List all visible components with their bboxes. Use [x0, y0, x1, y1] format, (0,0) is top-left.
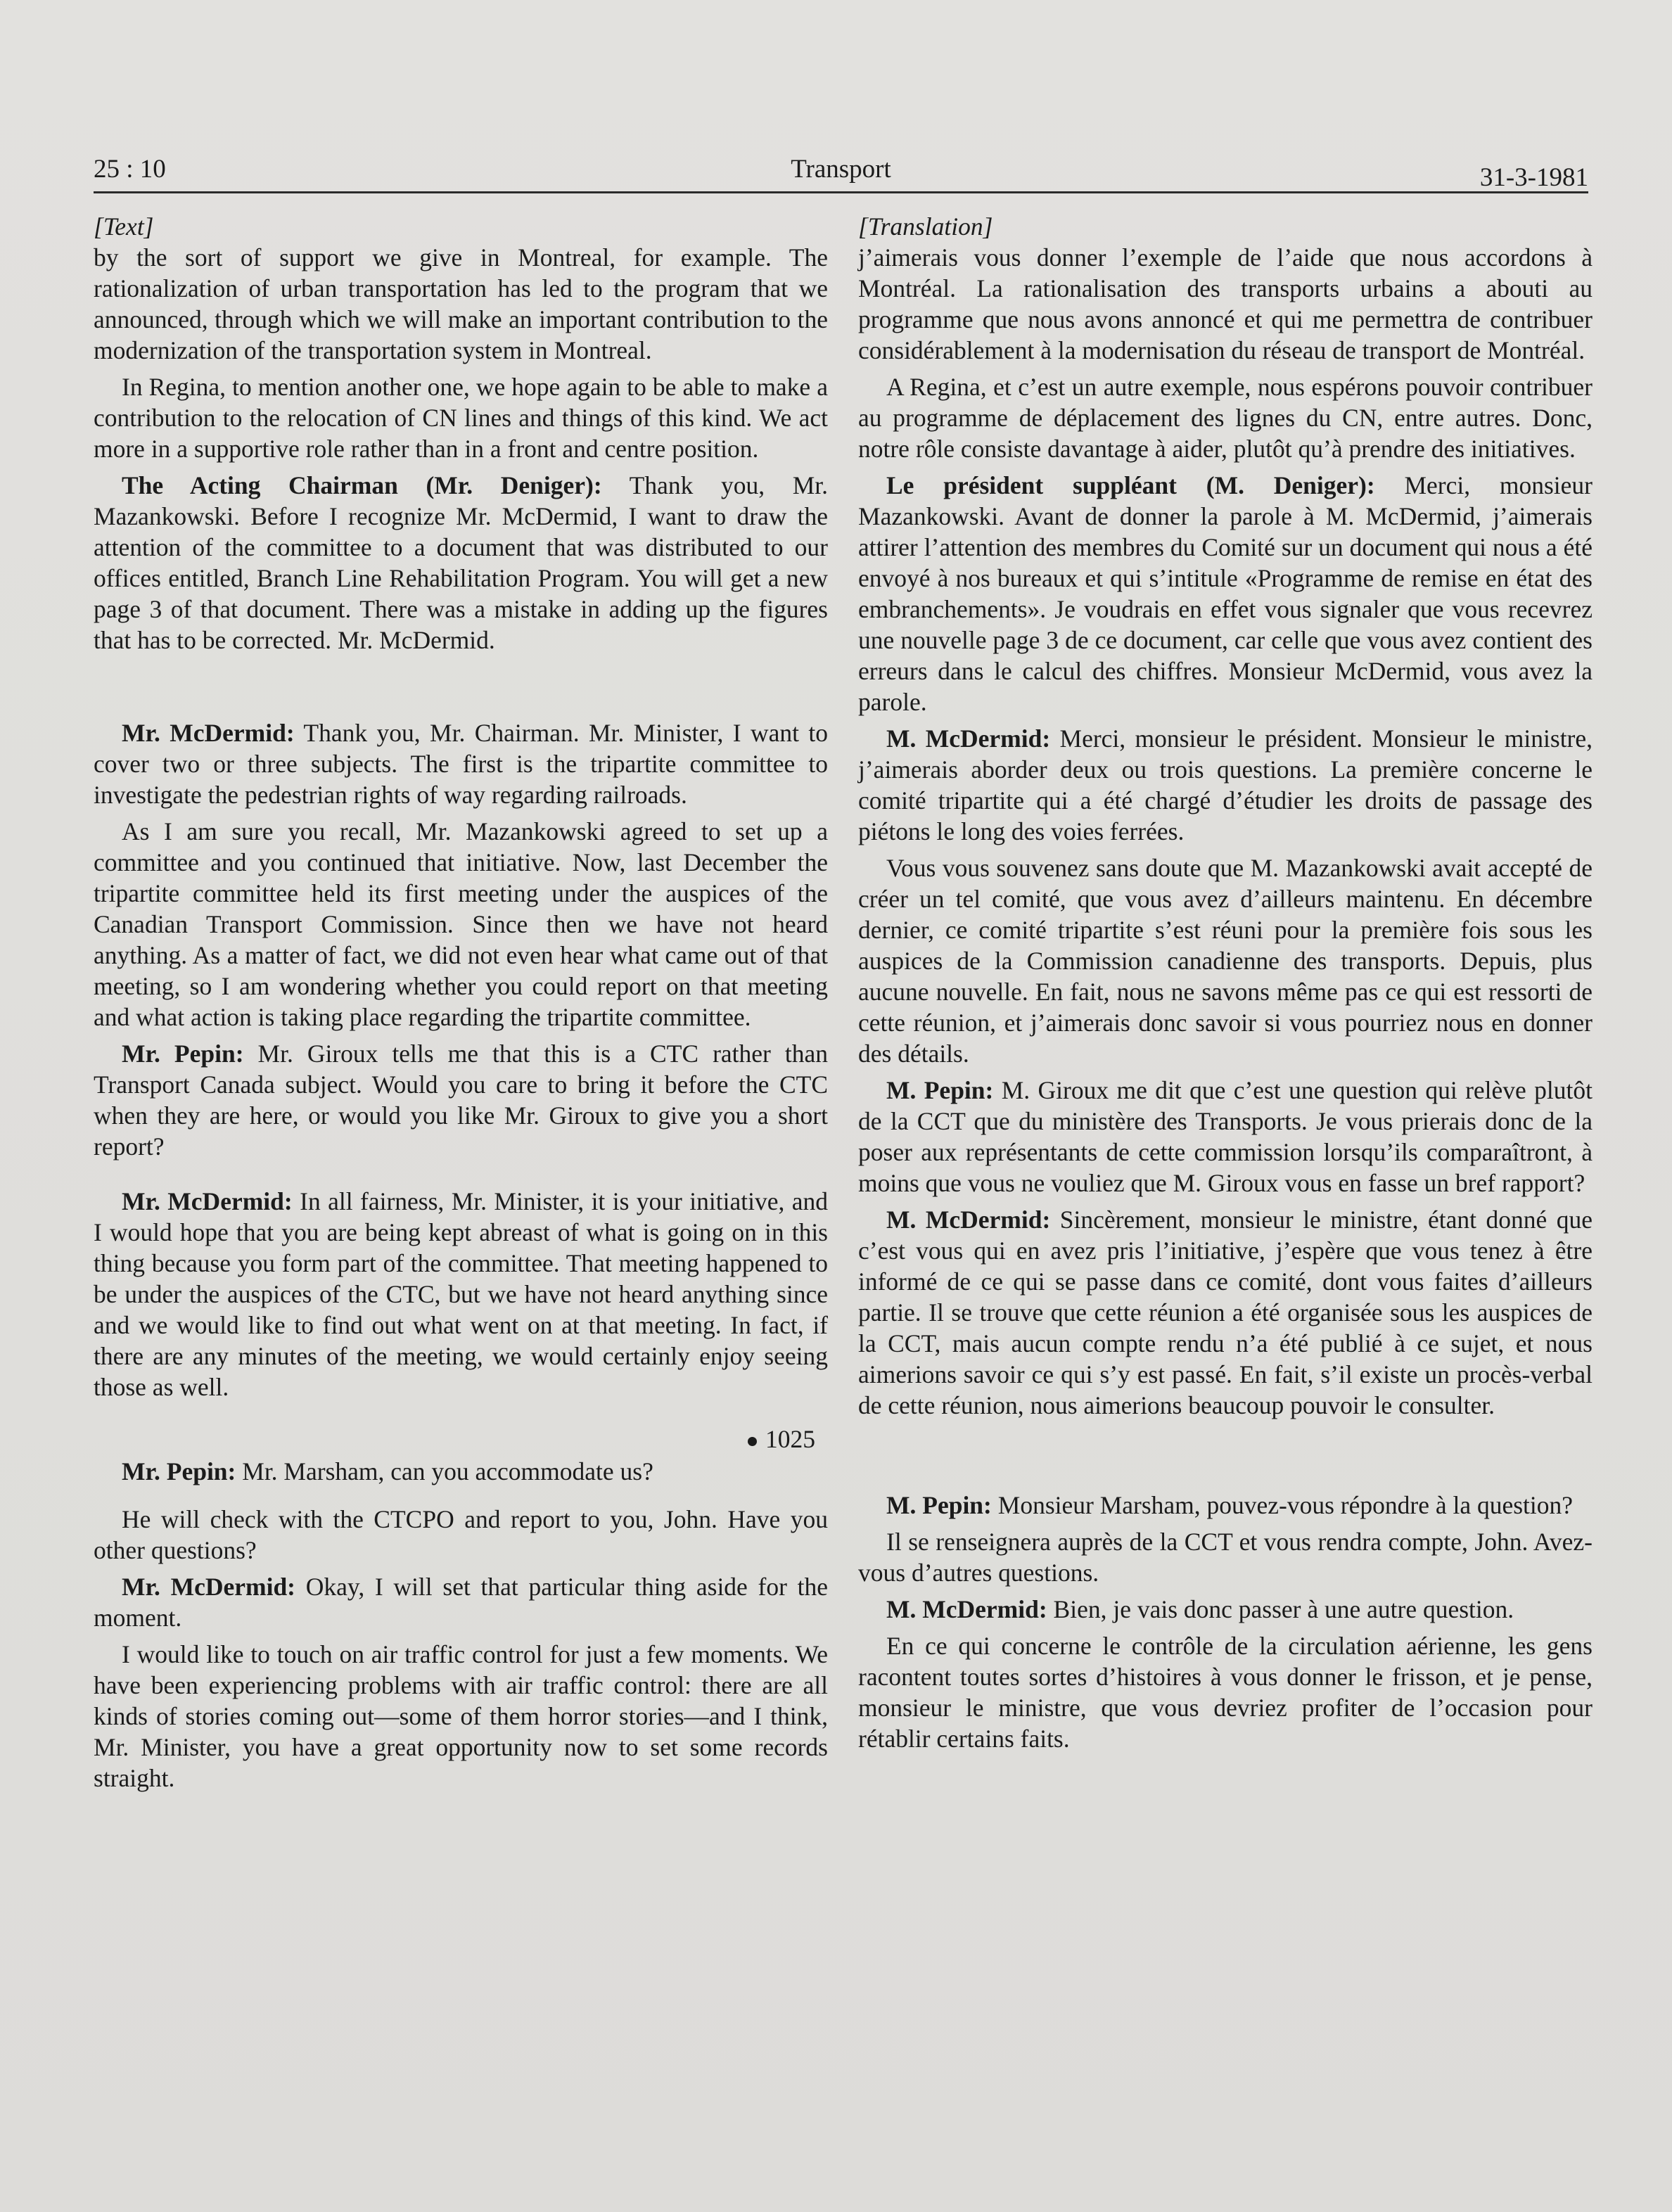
time-marker-value: 1025: [765, 1425, 815, 1453]
speech-paragraph: [94, 1456, 828, 1487]
speaker-name: M. McDermid:: [886, 724, 1051, 753]
speech-text: M. Giroux me dit que c’est une question qui relève plutôt de la CCT que du ministère des Transports. Je vous prierais donc de la poser aux représentants de cette commission lorsqu’ils comparaîtront, à moins que vous ne vouliez que M. Giroux vous en fasse un bref rapport?: [858, 1076, 1593, 1197]
speech-text: Mr. Marsham, can you accommodate us?: [236, 1457, 653, 1485]
speech-paragraph: [858, 1075, 1593, 1198]
page-date: 31-3-1981: [1479, 163, 1588, 192]
paragraph: In Regina, to mention another one, we hope again to be able to make a contribution to the relocation of CN lines and things of this kind. We act more in a supportive role rather than in a front and centre position.: [94, 373, 828, 463]
paragraph: A Regina, et c’est un autre exemple, nous espérons pouvoir contribuer au programme de déplacement des lignes du CN, entre autres. Donc, notre rôle consiste davantage à aider, plutôt qu’à prendre des initiatives.: [858, 373, 1593, 463]
speech-paragraph: [94, 1038, 828, 1162]
speech-text: Monsieur Marsham, pouvez-vous répondre à la question?: [991, 1491, 1574, 1519]
paragraph: He will check with the CTCPO and report to you, John. Have you other questions?: [94, 1505, 828, 1564]
speaker-name: M. McDermid:: [886, 1595, 1047, 1623]
page-number: 25 : 10: [94, 155, 166, 184]
paragraph: En ce qui concerne le contrôle de la circulation aérienne, les gens racontent toutes sortes d’histoires à vous donner le frisson, et je pense, monsieur le ministre, que vous devriez profiter de l’occasion pour rétablir certains faits.: [858, 1632, 1593, 1753]
speaker-name: Mr. Pepin:: [122, 1040, 244, 1068]
speech-paragraph: [94, 1571, 828, 1633]
speaker-name: The Acting Chairman (Mr. Deniger):: [122, 471, 602, 499]
speech-text: Merci, monsieur Mazankowski. Avant de donner la parole à M. McDermid, j’aimerais attirer l’attention des membres du Comité sur un document qui nous a été envoyé à nos bureaux et qui s’intitule «Programme de remise en état des embranchements». Je voudrais en effet vous signaler que vous recevrez une nouvelle page 3 de ce document, car celle que vous avez contient des erreurs dans le calcul des chiffres. Monsieur McDermid, vous avez la parole.: [858, 471, 1593, 716]
paragraph: by the sort of support we give in Montreal, for example. The rationalization of urban transportation has led to the program that we announced, through which we will make an important contribution to the modernization of the transportation system in Montreal.: [94, 243, 828, 364]
speaker-name: Mr. McDermid:: [122, 719, 295, 747]
speech-text: Thank you, Mr. Chairman. Mr. Minister, I want to cover two or three subjects. The first is the tripartite committee to investigate the pedestrian rights of way regarding railroads.: [94, 719, 828, 809]
speaker-name: Mr. McDermid:: [122, 1187, 293, 1215]
speech-paragraph: [858, 1204, 1593, 1421]
speech-paragraph: [858, 470, 1593, 717]
speech-paragraph: [94, 1186, 828, 1402]
page-header: [94, 141, 1588, 193]
speech-text: Okay, I will set that particular thing aside for the moment.: [94, 1573, 828, 1632]
speech-paragraph: [858, 1594, 1593, 1625]
speech-text: Thank you, Mr. Mazankowski. Before I recognize Mr. McDermid, I want to draw the attention of the committee to a document that was distributed to our offices entitled, Branch Line Rehabilitation Program. You will get a new page 3 of that document. There was a mistake in adding up the figures that has to be corrected. Mr. McDermid.: [94, 471, 828, 654]
speech-text: Bien, je vais donc passer à une autre question.: [1047, 1595, 1514, 1623]
text-tag: [Text]: [94, 212, 154, 241]
speaker-name: M. Pepin:: [886, 1076, 994, 1104]
speech-text: Merci, monsieur le président. Monsieur le ministre, j’aimerais aborder deux ou trois questions. La première concerne le comité tripartite qui a été chargé d’étudier les droits de passage des piétons le long des voies ferrées.: [858, 724, 1593, 845]
paragraph: As I am sure you recall, Mr. Mazankowski agreed to set up a committee and you continued that initiative. Now, last December the tripartite committee held its first meeting under the auspices of the Canadian Transport Commission. Since then we have not heard anything. As a matter of fact, we did not even hear what came out of that meeting, so I am wondering whether you could report on that meeting and what action is taking place regarding the tripartite committee.: [94, 817, 828, 1031]
speaker-name: Mr. Pepin:: [122, 1457, 236, 1485]
time-marker: [94, 1424, 828, 1455]
publication-title: Transport: [791, 155, 891, 184]
bullet-dot-icon: [748, 1437, 757, 1446]
speech-paragraph: [94, 470, 828, 656]
paragraph: Il se renseignera auprès de la CCT et vous rendra compte, John. Avez-vous d’autres questions.: [858, 1528, 1593, 1587]
french-column: [858, 211, 1593, 1760]
speech-paragraph: [858, 723, 1593, 847]
paragraph: I would like to touch on air traffic control for just a few moments. We have been experiencing problems with air traffic control: there are all kinds of stories coming out—some of them horror stories—and I think, Mr. Minister, you have a great opportunity now to set some records straight.: [94, 1640, 828, 1792]
speaker-name: Le président suppléant (M. Deniger):: [886, 471, 1375, 499]
translation-tag: [Translation]: [858, 212, 993, 241]
paragraph: j’aimerais vous donner l’exemple de l’aide que nous accordons à Montréal. La rationalisation des transports urbains a abouti au programme que nous avons annoncé et qui me permettra de contribuer considérablement à la modernisation du réseau de transport de Montréal.: [858, 243, 1593, 364]
speech-text: Mr. Giroux tells me that this is a CTC rather than Transport Canada subject. Would you care to bring it before the CTC when they are here, or would you like Mr. Giroux to give you a short report?: [94, 1040, 828, 1161]
paragraph: Vous vous souvenez sans doute que M. Mazankowski avait accepté de créer un tel comité, que vous avez d’ailleurs maintenu. En décembre dernier, ce comité tripartite s’est réuni pour la première fois sous les auspices de la Commission canadienne des transports. Depuis, plus aucune nouvelle. En fait, nous ne savons même pas ce qui est ressorti de cette réunion, et j’aimerais donc savoir si vous pourriez nous en donner des détails.: [858, 854, 1593, 1068]
speech-text: In all fairness, Mr. Minister, it is your initiative, and I would hope that you are being kept abreast of what is going on in this thing because you form part of the committee. That meeting happened to be under the auspices of the CTC, but we have not heard anything since and we would like to find out what went on at that meeting. In fact, if there are any minutes of the meeting, we would certainly enjoy seeing those as well.: [94, 1187, 829, 1401]
english-column: [94, 211, 828, 1799]
speaker-name: Mr. McDermid:: [122, 1573, 296, 1601]
speech-text: Sincèrement, monsieur le ministre, étant donné que c’est vous qui en avez pris l’initiative, j’espère que vous tenez à être informé de ce qui se passe dans ce comité, dont vous faites d’ailleurs partie. Il se trouve que cette réunion a été organisée sous les auspices de la CCT, mais aucun compte rendu n’a été publié à ce sujet, et nous aimerions savoir ce qui s’y est passé. En fait, s’il existe un procès-verbal de cette réunion, nous aimerions beaucoup pouvoir le consulter.: [858, 1206, 1593, 1419]
speaker-name: M. Pepin:: [886, 1491, 992, 1519]
speaker-name: M. McDermid:: [886, 1206, 1051, 1234]
speech-paragraph: [858, 1490, 1593, 1521]
speech-paragraph: [94, 717, 828, 810]
